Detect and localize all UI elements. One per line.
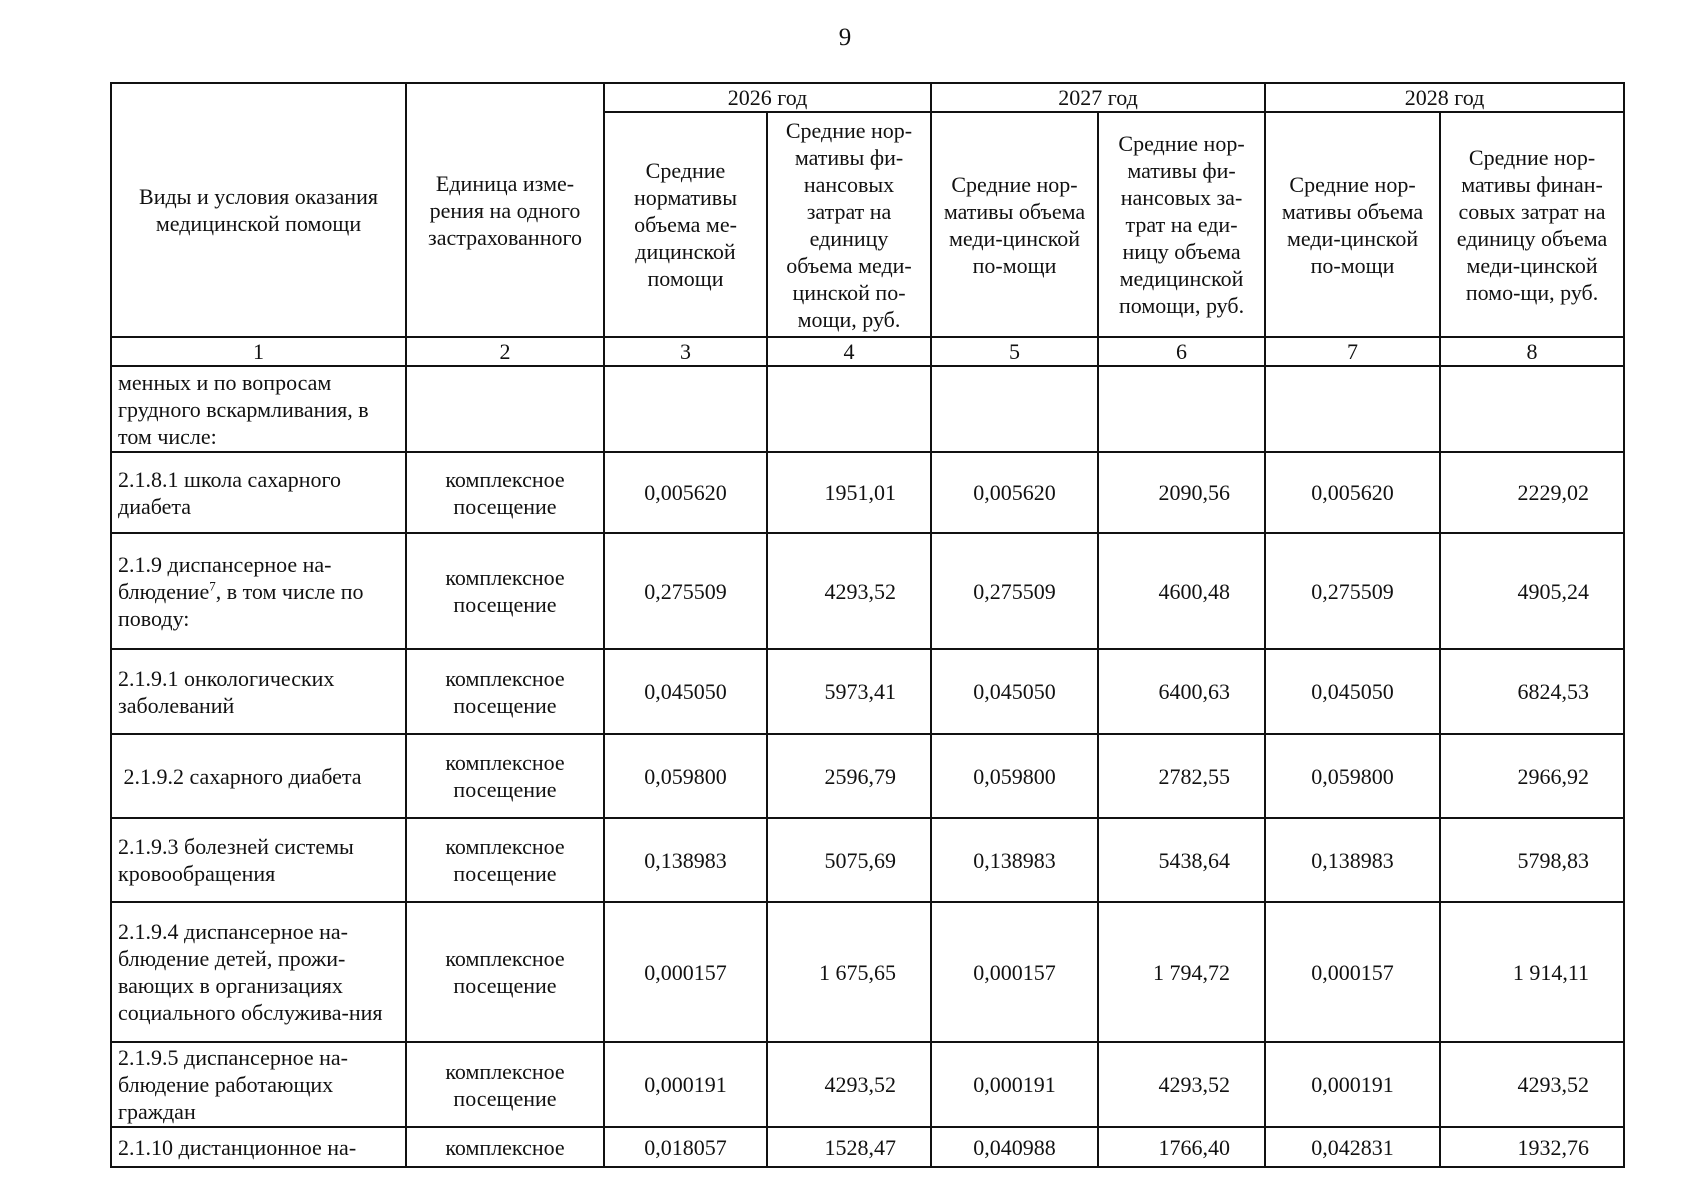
row-unit: комплексное посещение <box>406 649 604 734</box>
row-value: 1766,40 <box>1098 1127 1265 1167</box>
row-value: 0,138983 <box>604 818 767 902</box>
row-value: 0,275509 <box>1265 533 1440 649</box>
row-unit: комплексное посещение <box>406 818 604 902</box>
column-number: 8 <box>1440 337 1624 366</box>
column-number: 4 <box>767 337 931 366</box>
row-value: 4905,24 <box>1440 533 1624 649</box>
header-sub-3: Средние нор-мативы объема меди-цинской по-мощи <box>931 112 1098 337</box>
normatives-table <box>110 82 1625 1168</box>
row-value: 5075,69 <box>767 818 931 902</box>
row-value <box>1098 366 1265 452</box>
row-name: 2.1.9.1 онкологических заболеваний <box>111 649 406 734</box>
row-name: 2.1.9.2 сахарного диабета <box>111 734 406 818</box>
row-value: 0,000191 <box>604 1042 767 1127</box>
header-year-2028: 2028 год <box>1265 83 1624 112</box>
row-value: 6400,63 <box>1098 649 1265 734</box>
row-value: 0,059800 <box>1265 734 1440 818</box>
row-value: 0,000157 <box>604 902 767 1042</box>
row-value: 1 914,11 <box>1440 902 1624 1042</box>
row-value: 0,275509 <box>604 533 767 649</box>
row-unit: комплексное <box>406 1127 604 1167</box>
row-value: 0,000191 <box>931 1042 1098 1127</box>
footnote-mark: 7 <box>209 578 216 594</box>
row-value: 5973,41 <box>767 649 931 734</box>
row-name: 2.1.10 дистанционное на- <box>111 1127 406 1167</box>
row-value: 6824,53 <box>1440 649 1624 734</box>
row-value: 5438,64 <box>1098 818 1265 902</box>
row-name: 2.1.9.5 диспансерное на-блюдение работающих граждан <box>111 1042 406 1127</box>
row-name: менных и по вопросам грудного вскармливания, в том числе: <box>111 366 406 452</box>
row-value <box>931 366 1098 452</box>
row-value: 2966,92 <box>1440 734 1624 818</box>
row-value: 1 794,72 <box>1098 902 1265 1042</box>
row-name-tail: , в том числе по поводу: <box>118 578 364 631</box>
row-value: 0,059800 <box>931 734 1098 818</box>
table-row <box>111 366 1624 452</box>
row-value: 0,005620 <box>931 452 1098 533</box>
table-row <box>111 649 1624 734</box>
row-value: 0,000157 <box>931 902 1098 1042</box>
row-unit: комплексное посещение <box>406 734 604 818</box>
row-value: 2596,79 <box>767 734 931 818</box>
row-value: 0,042831 <box>1265 1127 1440 1167</box>
header-sub-6: Средние нор-мативы финан-совых затрат на единицу объема меди-цинской помо-щи, руб. <box>1440 112 1624 337</box>
table-row <box>111 818 1624 902</box>
row-value: 2229,02 <box>1440 452 1624 533</box>
header-sub-1: Средние нормативы объема ме-дицинской помощи <box>604 112 767 337</box>
row-value <box>1265 366 1440 452</box>
row-value: 0,005620 <box>1265 452 1440 533</box>
header-col1: Виды и условия оказания медицинской помощи <box>111 83 406 337</box>
column-number: 3 <box>604 337 767 366</box>
row-value: 0,045050 <box>604 649 767 734</box>
row-value: 0,045050 <box>931 649 1098 734</box>
row-value: 0,138983 <box>931 818 1098 902</box>
table-row <box>111 533 1624 649</box>
row-unit: комплексное посещение <box>406 902 604 1042</box>
column-number: 5 <box>931 337 1098 366</box>
row-unit: комплексное посещение <box>406 1042 604 1127</box>
header-sub-2: Средние нор-мативы фи-нансовых затрат на единицу объема меди-цинской по-мощи, руб. <box>767 112 931 337</box>
table-row <box>111 902 1624 1042</box>
row-value: 4600,48 <box>1098 533 1265 649</box>
table-row <box>111 1127 1624 1167</box>
row-value: 1528,47 <box>767 1127 931 1167</box>
row-value: 5798,83 <box>1440 818 1624 902</box>
row-value <box>767 366 931 452</box>
row-value: 0,275509 <box>931 533 1098 649</box>
column-number: 7 <box>1265 337 1440 366</box>
row-value: 2782,55 <box>1098 734 1265 818</box>
table-row <box>111 1042 1624 1127</box>
header-sub-5: Средние нор-мативы объема меди-цинской по-мощи <box>1265 112 1440 337</box>
row-value: 0,059800 <box>604 734 767 818</box>
row-value: 4293,52 <box>767 1042 931 1127</box>
row-value <box>604 366 767 452</box>
row-unit: комплексное посещение <box>406 452 604 533</box>
header-sub-4: Средние нор-мативы фи-нансовых за-трат на еди-ницу объема медицинской помощи, руб. <box>1098 112 1265 337</box>
row-value: 0,040988 <box>931 1127 1098 1167</box>
row-value: 4293,52 <box>1440 1042 1624 1127</box>
column-number: 1 <box>111 337 406 366</box>
row-value: 0,018057 <box>604 1127 767 1167</box>
row-value: 0,000157 <box>1265 902 1440 1042</box>
row-name: 2.1.9.3 болезней системы кровообращения <box>111 818 406 902</box>
row-name: 2.1.8.1 школа сахарного диабета <box>111 452 406 533</box>
table-row <box>111 734 1624 818</box>
page-number: 9 <box>838 24 852 51</box>
row-value: 0,005620 <box>604 452 767 533</box>
row-unit <box>406 366 604 452</box>
header-year-2027: 2027 год <box>931 83 1265 112</box>
row-name <box>111 533 406 649</box>
row-value: 0,000191 <box>1265 1042 1440 1127</box>
header-year-2026: 2026 год <box>604 83 931 112</box>
row-value <box>1440 366 1624 452</box>
row-unit: комплексное посещение <box>406 533 604 649</box>
row-value: 1932,76 <box>1440 1127 1624 1167</box>
row-name-text: 2.1.9 диспансерное на-блюдение <box>118 551 332 604</box>
row-value: 1 675,65 <box>767 902 931 1042</box>
header-col2: Единица изме-рения на одного застрахованного <box>406 83 604 337</box>
column-number: 2 <box>406 337 604 366</box>
row-value: 0,045050 <box>1265 649 1440 734</box>
row-name: 2.1.9.4 диспансерное на-блюдение детей, прожи-вающих в организациях социального обслужива-ния <box>111 902 406 1042</box>
table-row <box>111 452 1624 533</box>
row-value: 4293,52 <box>1098 1042 1265 1127</box>
row-value: 0,138983 <box>1265 818 1440 902</box>
row-value: 2090,56 <box>1098 452 1265 533</box>
row-value: 4293,52 <box>767 533 931 649</box>
column-number: 6 <box>1098 337 1265 366</box>
row-value: 1951,01 <box>767 452 931 533</box>
